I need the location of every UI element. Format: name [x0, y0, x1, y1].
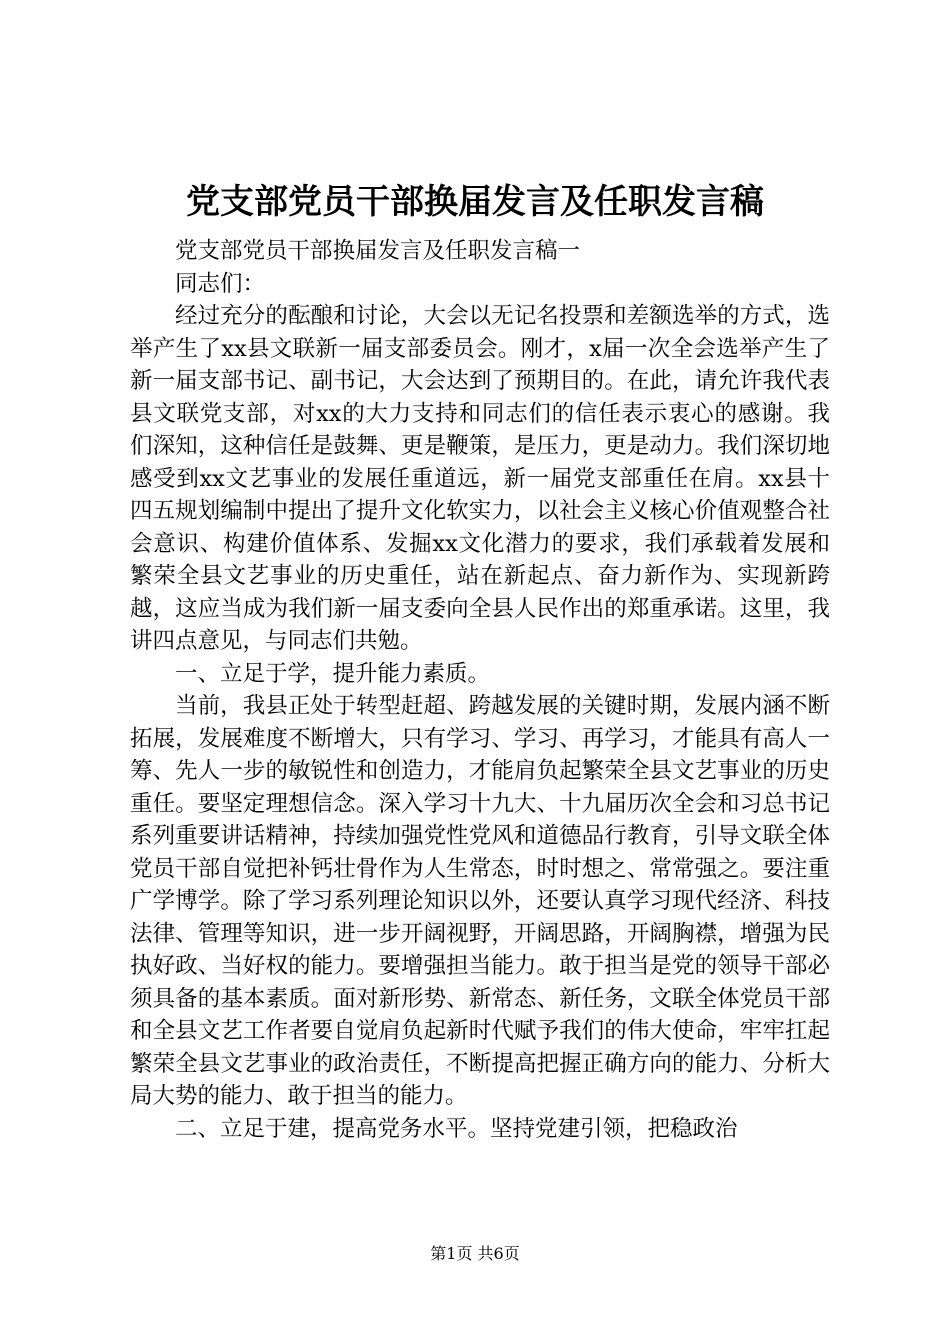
document-title: 党支部党员干部换届发言及任职发言稿 — [186, 182, 764, 222]
body-paragraph-intro: 经过充分的酝酿和讨论，大会以无记名投票和差额选举的方式，选举产生了xx县文联新一届支部委员会。刚才，x届一次全会选举产生了新一届支部书记、副书记，大会达到了预期目的。在此，请允许我代表县文联党支部，对xx的大力支持和同志们的信任表示衷心的感谢。我们深知，这种信任是鼓舞、更是鞭策，是压力，更是动力。我们深切地感受到xx文艺事业的发展任重道远，新一届党支部重任在肩。xx县十四五规划编制中提出了提升文化软实力，以社会主义核心价值观整合社会意识、构建价值体系、发掘xx文化潜力的要求，我们承载着发展和繁荣全县文艺事业的历史重任，站在新起点、奋力新作为、实现新跨越，这应当成为我们新一届支委向全县人民作出的郑重承诺。这里，我讲四点意见，与同志们共勉。 — [130, 303, 830, 654]
section-heading-1: 一、立足于学，提升能力素质。 — [175, 660, 491, 687]
salutation-paragraph: 同志们： — [175, 270, 266, 297]
subtitle-paragraph: 党支部党员干部换届发言及任职发言稿一 — [175, 238, 581, 264]
section-heading-2: 二、立足于建，提高党务水平。坚持党建引领，把稳政治 — [175, 1115, 738, 1142]
document-body — [130, 235, 830, 1145]
page-number-footer: 第1页 共6页 — [430, 1244, 520, 1263]
body-paragraph-section-1: 当前，我县正处于转型赶超、跨越发展的关键时期，发展内涵不断拓展，发展难度不断增大，只有学习、学习、再学习，才能具有高人一筹、先人一步的敏锐性和创造力，才能肩负起繁荣全县文艺事业的历史重任。要坚定理想信念。深入学习十九大、十九届历次全会和习总书记系列重要讲话精神，持续加强党性党风和道德品行教育，引导文联全体党员干部自觉把补钙壮骨作为人生常态，时时想之、常常强之。要注重广学博学。除了学习系列理论知识以外，还要认真学习现代经济、科技法律、管理等知识，进一步开阔视野，开阔思路，开阔胸襟，增强为民执好政、当好权的能力。要增强担当能力。敢于担当是党的领导干部必须具备的基本素质。面对新形势、新常态、新任务，文联全体党员干部和全县文艺工作者要自觉肩负起新时代赋予我们的伟大使命，牢牢扛起繁荣全县文艺事业的政治责任，不断提高把握正确方向的能力、分析大局大势的能力、敢于担当的能力。 — [130, 693, 830, 1109]
